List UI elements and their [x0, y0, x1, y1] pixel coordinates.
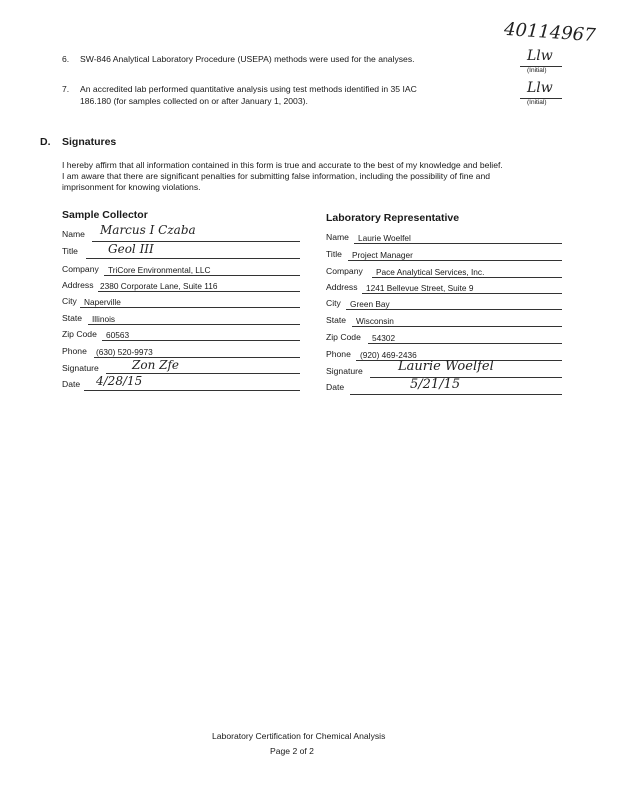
lr-date-label: Date	[326, 382, 345, 392]
lr-company-value: Pace Analytical Services, Inc.	[376, 267, 485, 277]
item-7-initial-caption: (Initial)	[527, 99, 547, 106]
sc-zip-value: 60563	[106, 330, 130, 340]
handwritten-document-number: 40114967	[503, 18, 597, 47]
sc-city-label: City	[62, 296, 77, 306]
sc-address-label: Address	[62, 280, 94, 290]
footer-title: Laboratory Certification for Chemical Analysis	[212, 731, 386, 741]
section-letter: D.	[40, 136, 51, 148]
lr-zip-line	[368, 343, 562, 344]
lr-date-line	[350, 394, 562, 395]
lr-zip-label: Zip Code	[326, 332, 361, 342]
lr-company-label: Company	[326, 266, 363, 276]
sc-date-value: 4/28/15	[96, 374, 143, 388]
item-6-initial-caption: (Initial)	[527, 67, 547, 74]
sc-state-label: State	[62, 313, 83, 323]
lr-state-line	[352, 326, 562, 327]
sc-date-line	[84, 390, 300, 391]
affirmation-line-1: I hereby affirm that all information contained in this form is true and accurate to the best of my knowledge and belief.	[62, 160, 503, 170]
sc-city-line	[80, 307, 300, 308]
sc-company-line	[104, 275, 300, 276]
sc-zip-label: Zip Code	[62, 329, 97, 339]
sc-phone-label: Phone	[62, 346, 87, 356]
lr-title-label: Title	[326, 249, 342, 259]
sc-title-label: Title	[62, 246, 78, 256]
lr-city-value: Green Bay	[350, 299, 390, 309]
sc-signature-label: Signature	[62, 363, 99, 373]
item-7-text-line1: An accredited lab performed quantitative analysis using test methods identified in 35 IAC	[80, 84, 417, 94]
sc-title-value: Geol III	[108, 242, 154, 256]
item-7-number: 7.	[62, 84, 70, 94]
footer-page-number: Page 2 of 2	[270, 746, 314, 756]
sc-state-value: Illinois	[92, 314, 116, 324]
lr-name-label: Name	[326, 232, 349, 242]
lr-address-label: Address	[326, 282, 358, 292]
lr-city-line	[346, 309, 562, 310]
sc-address-line	[98, 291, 300, 292]
lr-title-value: Project Manager	[352, 250, 413, 260]
lr-state-value: Wisconsin	[356, 316, 394, 326]
lr-phone-value: (920) 469-2436	[360, 350, 417, 360]
lr-signature-line	[370, 377, 562, 378]
sc-address-value: 2380 Corporate Lane, Suite 116	[100, 281, 218, 291]
item-7-initials: Llw	[527, 80, 553, 96]
sample-collector-heading: Sample Collector	[62, 209, 148, 221]
affirmation-line-3: imprisonment for knowing violations.	[62, 182, 201, 192]
lr-signature-value: Laurie Woelfel	[398, 359, 494, 374]
sc-state-line	[88, 324, 300, 325]
item-6-initials: Llw	[527, 48, 553, 64]
sc-name-value: Marcus I Czaba	[100, 223, 196, 237]
lr-name-line	[354, 243, 562, 244]
sc-phone-line	[94, 357, 300, 358]
lr-zip-value: 54302	[372, 333, 396, 343]
lr-company-line	[372, 277, 562, 278]
lr-title-line	[348, 260, 562, 261]
item-6-text: SW-846 Analytical Laboratory Procedure (USEPA) methods were used for the analyses.	[80, 54, 415, 64]
lr-date-value: 5/21/15	[410, 377, 461, 392]
sc-date-label: Date	[62, 379, 81, 389]
item-7-text-line2: 186.180 (for samples collected on or after January 1, 2003).	[80, 96, 308, 106]
sc-company-value: TriCore Environmental, LLC	[108, 265, 211, 275]
sc-city-value: Naperville	[84, 297, 121, 307]
item-6-number: 6.	[62, 54, 70, 64]
sc-zip-line	[102, 340, 300, 341]
lab-representative-heading: Laboratory Representative	[326, 212, 460, 224]
lr-phone-label: Phone	[326, 349, 351, 359]
sc-phone-value: (630) 520-9973	[96, 347, 153, 357]
lr-state-label: State	[326, 315, 347, 325]
sc-name-label: Name	[62, 229, 85, 239]
lr-name-value: Laurie Woelfel	[358, 233, 411, 243]
sc-signature-value: Zon Zfe	[132, 358, 179, 372]
section-title: Signatures	[62, 136, 117, 148]
sc-title-line	[86, 258, 300, 259]
lr-address-value: 1241 Bellevue Street, Suite 9	[366, 283, 474, 293]
sc-company-label: Company	[62, 264, 99, 274]
affirmation-line-2: I am aware that there are significant penalties for submitting false information, including the possibility of fine and	[62, 171, 491, 181]
lr-address-line	[362, 293, 562, 294]
lr-signature-label: Signature	[326, 366, 363, 376]
lr-city-label: City	[326, 298, 341, 308]
